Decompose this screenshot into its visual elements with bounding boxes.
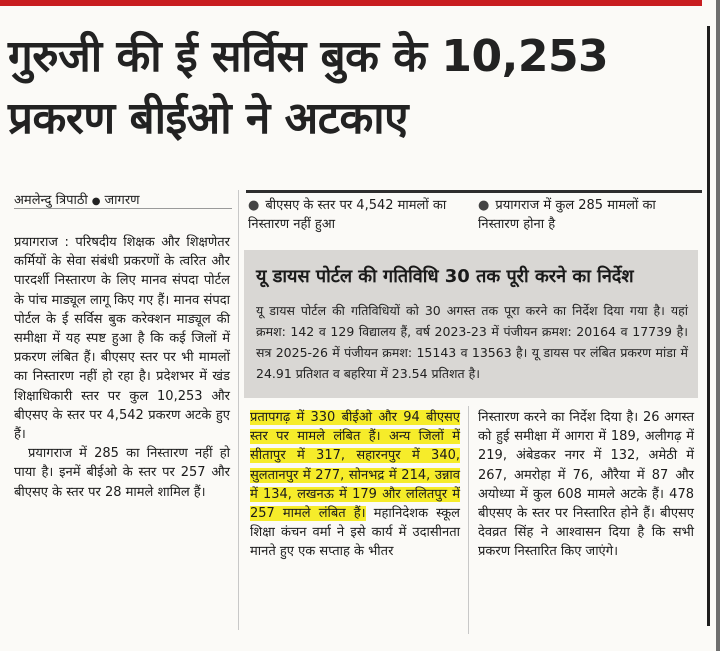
byline	[14, 190, 140, 208]
headline-line-1: गुरुजी की ई सर्विस बुक के 10,253	[8, 31, 609, 82]
paragraph: प्रयागराज में 285 का निस्तारण नहीं हो पाया है। इनमें बीईओ के स्तर पर 257 और बीएसए के स्तर पर 28 मामले शामिल हैं।	[14, 446, 230, 500]
highlight-bullet-2	[478, 196, 693, 234]
bullet-text: प्रयागराज में कुल 285 मामलों का निस्तारण होना है	[478, 198, 656, 232]
paragraph: निस्तारण करने का निर्देश दिया है। 26 अगस्त को हुई समीक्षा में आगरा में 189, अलीगढ़ में 219, अंबेडकर नगर में 132, अमेठी में 267, अमरोहा में 76, औरैया में 87 और अयोध्या में कुल 608 मामले अटके हैं। 478 बीएसए के स्तर पर निस्तारित होने हैं। बीएसए देवव्रत सिंह ने आश्वासन दिया है कि सभी प्रकरण निस्तारित किए जाएंगे।	[478, 410, 694, 560]
headline	[8, 26, 708, 150]
highlight-bullet-1	[248, 196, 458, 234]
article-column-3	[478, 408, 694, 562]
info-box-body: यू डायस पोर्टल की गतिविधियों को 30 अगस्त तक पूरा करने का निर्देश दिया गया है। यहां क्रमश: 142 व 129 विद्यालय हैं, वर्ष 2023-23 में पंजीयन क्रमश: 20164 व 17739 है। सत्र 2025-26 में पंजीयन क्रमश: 15143 व 13563 है। यू डायस पर लंबित प्रकरण मांडा में 24.91 प्रतिशत व बहरिया में 23.54 प्रतिशत है।	[256, 303, 688, 381]
article-column-1	[14, 233, 230, 502]
bullet-text: बीएसए के स्तर पर 4,542 मामलों का निस्तारण नहीं हुआ	[248, 198, 447, 232]
bullet-icon: ●	[248, 198, 260, 213]
info-box-title: यू डायस पोर्टल की गतिविधि 30 तक पूरी करने का निर्देश	[256, 266, 634, 287]
paragraph: महानिदेशक स्कूल शिक्षा कंचन वर्मा ने इसे कार्य में उदासीनता मानते हुए एक सप्ताह के भीतर	[250, 506, 460, 560]
info-box	[244, 250, 698, 398]
page-edge	[716, 0, 720, 651]
paragraph: प्रयागराज : परिषदीय शिक्षक और शिक्षणेतर कर्मियों के सेवा संबंधी प्रकरणों के त्वरित और पारदर्शी निस्तारण के लिए मानव संपदा पोर्टल के पांच माड्यूल लागू किए गए हैं। मानव संपदा पोर्टल के ई सर्विस बुक करेक्शन माड्यूल की समीक्षा में यह स्पष्ट हुआ है कि कई जिलों में प्रकरण लंबित हैं। बीएसए स्तर पर भी मामलों का निस्तारण नहीं हो रहा है। प्रदेशभर में खंड शिक्षाधिकारी स्तर पर कुल 10,253 और बीएसए के स्तर पर 4,542 प्रकरण अटके हुए हैं।	[14, 235, 230, 443]
top-red-bar	[0, 0, 702, 6]
highlight-top-rule	[246, 190, 702, 193]
bullet-dot-icon: ●	[91, 196, 101, 207]
headline-line-2: प्रकरण बीईओ ने अटकाए	[8, 93, 408, 144]
author-name: अमलेन्दु त्रिपाठी	[14, 193, 88, 208]
byline-divider	[14, 208, 232, 209]
article-column-2	[250, 408, 460, 562]
column-divider-1	[238, 190, 239, 630]
highlighted-text: प्रतापगढ़ में 330 बीईओ और 94 बीएसए स्तर पर मामले लंबित हैं। अन्य जिलों में सीतापुर में 317, सहारनपुर में 340, सुलतानपुर में 277, सोनभद्र में 214, उन्नाव में 134, लखनऊ में 179 और ललितपुर में 257 मामले लंबित हैं।	[250, 410, 460, 522]
column-divider-2	[468, 406, 469, 634]
bullet-icon: ●	[478, 198, 490, 213]
source-name: जागरण	[104, 193, 140, 208]
